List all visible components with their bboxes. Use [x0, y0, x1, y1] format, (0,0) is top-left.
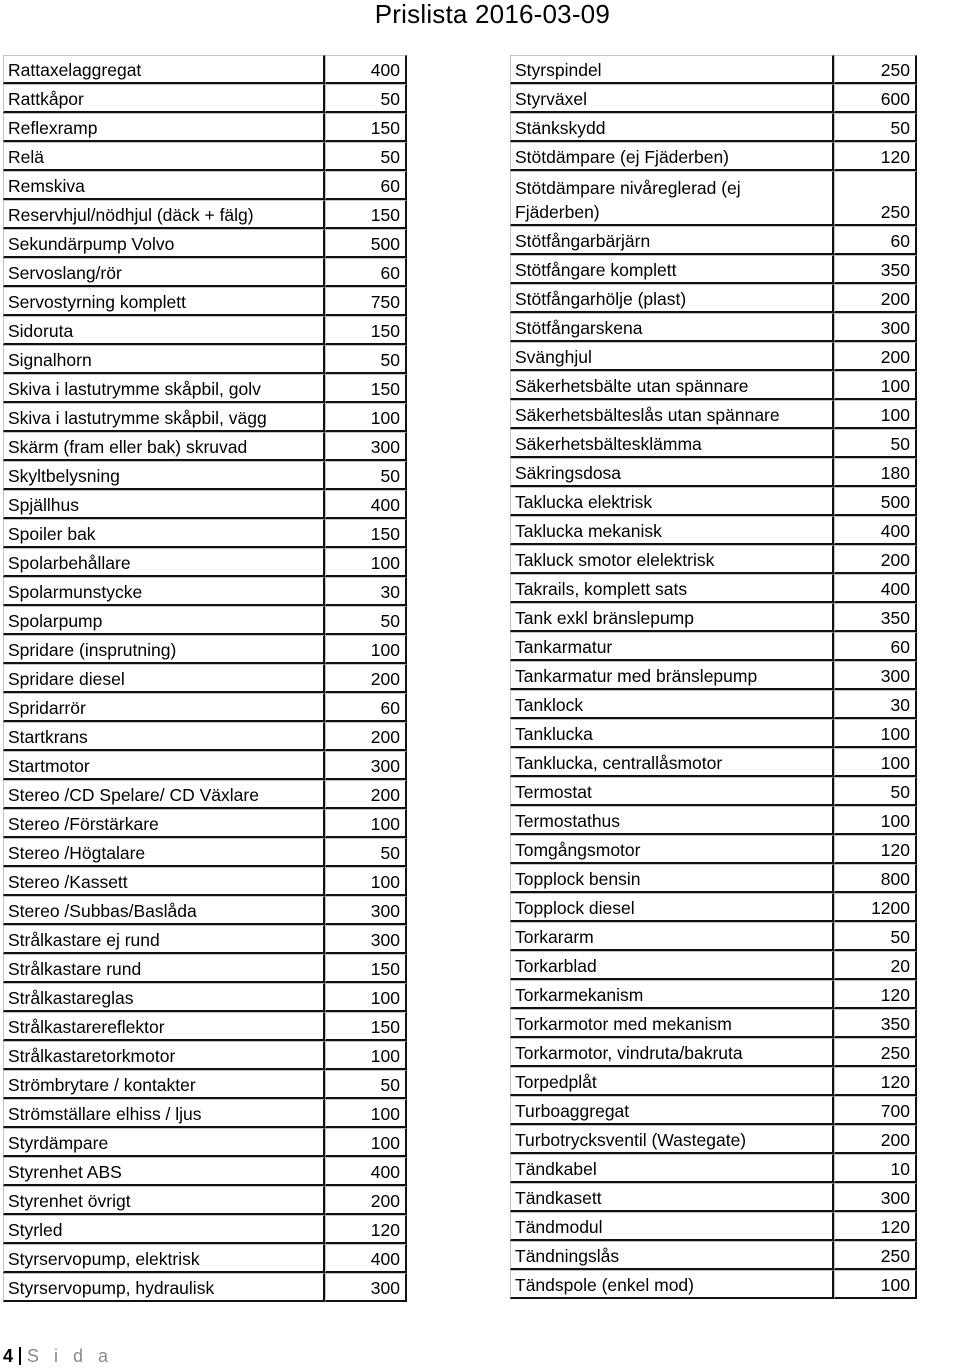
price-row — [510, 951, 917, 980]
price-row — [510, 487, 917, 516]
item-price: 100 — [834, 748, 917, 777]
page-footer — [3, 1346, 113, 1366]
item-name: Stereo /Kassett — [3, 867, 325, 896]
item-name: Stötdämpare (ej Fjäderben) — [510, 142, 834, 171]
price-row — [510, 1096, 917, 1125]
item-price: 100 — [834, 371, 917, 400]
item-price: 400 — [834, 574, 917, 603]
item-price: 200 — [325, 780, 407, 809]
item-price: 50 — [834, 113, 917, 142]
item-price: 50 — [834, 777, 917, 806]
price-row — [510, 55, 917, 84]
price-row — [3, 954, 407, 983]
price-table-left-body — [3, 55, 407, 1302]
item-name: Skiva i lastutrymme skåpbil, golv — [3, 374, 325, 403]
item-name: Tändningslås — [510, 1241, 834, 1270]
item-name: Spolarmunstycke — [3, 577, 325, 606]
item-price: 750 — [325, 287, 407, 316]
price-row — [3, 1012, 407, 1041]
price-row — [510, 113, 917, 142]
price-row — [3, 229, 407, 258]
item-price: 150 — [325, 954, 407, 983]
item-name: Tändkasett — [510, 1183, 834, 1212]
item-name: Skärm (fram eller bak) skruvad — [3, 432, 325, 461]
item-price: 60 — [325, 171, 407, 200]
item-price: 250 — [834, 1241, 917, 1270]
price-row — [510, 342, 917, 371]
item-price: 350 — [834, 1009, 917, 1038]
item-price: 100 — [325, 867, 407, 896]
item-price: 200 — [325, 1186, 407, 1215]
item-price: 200 — [834, 342, 917, 371]
item-name: Stötfångarbärjärn — [510, 226, 834, 255]
item-price: 600 — [834, 84, 917, 113]
item-name: Säkerhetsbältesklämma — [510, 429, 834, 458]
item-price: 300 — [834, 313, 917, 342]
price-row — [3, 200, 407, 229]
price-row — [510, 632, 917, 661]
item-price: 250 — [834, 171, 917, 226]
item-name: Topplock diesel — [510, 893, 834, 922]
footer-divider — [19, 1347, 21, 1365]
price-row — [3, 403, 407, 432]
item-price: 50 — [325, 142, 407, 171]
price-row — [510, 458, 917, 487]
item-price: 100 — [325, 1099, 407, 1128]
price-table-right-body — [510, 55, 917, 1299]
item-price: 100 — [325, 403, 407, 432]
item-name: Spridare (insprutning) — [3, 635, 325, 664]
price-row — [510, 893, 917, 922]
item-name: Topplock bensin — [510, 864, 834, 893]
price-row — [3, 548, 407, 577]
price-row — [510, 1009, 917, 1038]
item-price: 200 — [325, 664, 407, 693]
item-name: Torpedplåt — [510, 1067, 834, 1096]
item-price: 400 — [325, 1244, 407, 1273]
price-row — [3, 461, 407, 490]
item-price: 60 — [834, 226, 917, 255]
page-label: S i d a — [27, 1346, 114, 1366]
item-name: Stereo /Subbas/Baslåda — [3, 896, 325, 925]
item-name: Skyltbelysning — [3, 461, 325, 490]
item-name: Strålkastareglas — [3, 983, 325, 1012]
price-row — [510, 429, 917, 458]
item-name: Spolarpump — [3, 606, 325, 635]
item-price: 60 — [325, 693, 407, 722]
item-price: 150 — [325, 200, 407, 229]
item-name: Styrspindel — [510, 55, 834, 84]
item-price: 50 — [325, 84, 407, 113]
item-price: 350 — [834, 255, 917, 284]
item-name: Styrled — [3, 1215, 325, 1244]
item-name: Servostyrning komplett — [3, 287, 325, 316]
item-name: Styrservopump, hydraulisk — [3, 1273, 325, 1302]
item-price: 100 — [325, 635, 407, 664]
price-row — [510, 1067, 917, 1096]
item-price: 300 — [325, 432, 407, 461]
price-row — [3, 490, 407, 519]
price-row — [3, 316, 407, 345]
price-row — [3, 1070, 407, 1099]
item-name: Startmotor — [3, 751, 325, 780]
price-row — [3, 345, 407, 374]
item-name: Svänghjul — [510, 342, 834, 371]
price-row — [3, 1186, 407, 1215]
item-price: 30 — [834, 690, 917, 719]
item-price: 700 — [834, 1096, 917, 1125]
item-price: 120 — [834, 1067, 917, 1096]
price-table-left — [3, 55, 407, 1302]
item-price: 400 — [325, 1157, 407, 1186]
price-row — [3, 577, 407, 606]
item-name: Servoslang/rör — [3, 258, 325, 287]
item-price: 200 — [325, 722, 407, 751]
item-price: 120 — [834, 1212, 917, 1241]
item-price: 150 — [325, 519, 407, 548]
item-price: 100 — [834, 806, 917, 835]
item-price: 300 — [325, 751, 407, 780]
item-price: 120 — [325, 1215, 407, 1244]
item-name: Turbotrycksventil (Wastegate) — [510, 1125, 834, 1154]
price-row — [510, 284, 917, 313]
price-row — [3, 635, 407, 664]
price-row — [510, 371, 917, 400]
price-row — [3, 983, 407, 1012]
item-name: Stötfångarskena — [510, 313, 834, 342]
price-row — [3, 171, 407, 200]
item-name: Sekundärpump Volvo — [3, 229, 325, 258]
item-name: Säkringsdosa — [510, 458, 834, 487]
item-name: Stötfångarhölje (plast) — [510, 284, 834, 313]
price-row — [510, 719, 917, 748]
price-row — [3, 809, 407, 838]
price-row — [510, 313, 917, 342]
price-row — [510, 777, 917, 806]
item-price: 50 — [325, 461, 407, 490]
item-name: Startkrans — [3, 722, 325, 751]
item-name: Styrenhet övrigt — [3, 1186, 325, 1215]
item-price: 500 — [325, 229, 407, 258]
item-price: 50 — [325, 838, 407, 867]
price-row — [3, 751, 407, 780]
item-name: Reservhjul/nödhjul (däck + fälg) — [3, 200, 325, 229]
price-row — [510, 516, 917, 545]
item-name: Spoiler bak — [3, 519, 325, 548]
item-name: Tändmodul — [510, 1212, 834, 1241]
price-row — [510, 574, 917, 603]
item-name: Stötdämpare nivåreglerad (ej Fjäderben) — [510, 171, 834, 226]
item-name: Taklucka mekanisk — [510, 516, 834, 545]
price-row — [3, 1041, 407, 1070]
price-row — [510, 661, 917, 690]
item-name: Strålkastarereflektor — [3, 1012, 325, 1041]
item-price: 200 — [834, 1125, 917, 1154]
item-price: 100 — [834, 719, 917, 748]
item-price: 350 — [834, 603, 917, 632]
item-price: 100 — [325, 1128, 407, 1157]
item-name: Sidoruta — [3, 316, 325, 345]
item-name: Tank exkl bränslepump — [510, 603, 834, 632]
price-row — [510, 748, 917, 777]
item-price: 300 — [834, 1183, 917, 1212]
item-price: 120 — [834, 835, 917, 864]
item-price: 500 — [834, 487, 917, 516]
price-row — [3, 838, 407, 867]
price-row — [3, 1215, 407, 1244]
item-name: Spridarrör — [3, 693, 325, 722]
item-name: Tankarmatur — [510, 632, 834, 661]
price-row — [3, 519, 407, 548]
item-name: Spolarbehållare — [3, 548, 325, 577]
price-row — [510, 690, 917, 719]
price-row — [510, 142, 917, 171]
item-price: 150 — [325, 1012, 407, 1041]
item-price: 50 — [325, 606, 407, 635]
item-price: 800 — [834, 864, 917, 893]
item-price: 150 — [325, 113, 407, 142]
price-row — [510, 1038, 917, 1067]
item-name: Signalhorn — [3, 345, 325, 374]
item-price: 100 — [834, 1270, 917, 1299]
item-price: 100 — [325, 809, 407, 838]
price-row — [3, 374, 407, 403]
price-row — [3, 1099, 407, 1128]
item-name: Remskiva — [3, 171, 325, 200]
item-name: Säkerhetsbälteslås utan spännare — [510, 400, 834, 429]
price-row — [510, 1212, 917, 1241]
price-row — [3, 1128, 407, 1157]
item-name: Skiva i lastutrymme skåpbil, vägg — [3, 403, 325, 432]
item-price: 400 — [325, 55, 407, 84]
price-row — [3, 693, 407, 722]
item-name: Takrails, komplett sats — [510, 574, 834, 603]
price-row — [510, 980, 917, 1009]
item-price: 100 — [325, 983, 407, 1012]
price-row — [510, 1183, 917, 1212]
price-row — [3, 287, 407, 316]
item-name: Tanklucka — [510, 719, 834, 748]
item-price: 100 — [325, 548, 407, 577]
item-name: Styrenhet ABS — [3, 1157, 325, 1186]
item-price: 50 — [325, 345, 407, 374]
item-price: 400 — [834, 516, 917, 545]
item-price: 250 — [834, 55, 917, 84]
item-name: Spridare diesel — [3, 664, 325, 693]
item-name: Torkarmotor, vindruta/bakruta — [510, 1038, 834, 1067]
item-name: Strömställare elhiss / ljus — [3, 1099, 325, 1128]
item-name: Torkarblad — [510, 951, 834, 980]
item-name: Styrdämpare — [3, 1128, 325, 1157]
price-row — [510, 1270, 917, 1299]
price-row — [3, 867, 407, 896]
item-name: Spjällhus — [3, 490, 325, 519]
item-price: 150 — [325, 374, 407, 403]
price-row — [3, 1157, 407, 1186]
price-row — [510, 226, 917, 255]
price-row — [510, 864, 917, 893]
page-title: Prislista 2016-03-09 — [374, 0, 610, 29]
item-name: Styrservopump, elektrisk — [3, 1244, 325, 1273]
item-price: 10 — [834, 1154, 917, 1183]
price-row — [3, 142, 407, 171]
price-row — [510, 400, 917, 429]
item-price: 180 — [834, 458, 917, 487]
item-price: 50 — [325, 1070, 407, 1099]
item-price: 120 — [834, 980, 917, 1009]
price-row — [3, 84, 407, 113]
item-name: Tomgångsmotor — [510, 835, 834, 864]
item-name: Styrväxel — [510, 84, 834, 113]
item-name: Torkarmekanism — [510, 980, 834, 1009]
item-name: Torkarmotor med mekanism — [510, 1009, 834, 1038]
price-row — [3, 896, 407, 925]
item-name: Stereo /Förstärkare — [3, 809, 325, 838]
item-name: Reflexramp — [3, 113, 325, 142]
item-name: Rattkåpor — [3, 84, 325, 113]
item-name: Takluck smotor elelektrisk — [510, 545, 834, 574]
price-row — [510, 255, 917, 284]
item-price: 150 — [325, 316, 407, 345]
price-row — [510, 1241, 917, 1270]
item-name: Tankarmatur med bränslepump — [510, 661, 834, 690]
price-row — [3, 1273, 407, 1302]
item-name: Tändspole (enkel mod) — [510, 1270, 834, 1299]
item-name: Taklucka elektrisk — [510, 487, 834, 516]
price-row — [3, 606, 407, 635]
item-name: Termostathus — [510, 806, 834, 835]
price-row — [510, 922, 917, 951]
item-name: Strömbrytare / kontakter — [3, 1070, 325, 1099]
item-price: 300 — [325, 925, 407, 954]
item-price: 50 — [834, 429, 917, 458]
price-row — [3, 113, 407, 142]
item-name: Turboaggregat — [510, 1096, 834, 1125]
price-row — [510, 1125, 917, 1154]
price-row — [510, 84, 917, 113]
page-number: 4 — [3, 1346, 14, 1366]
price-row — [510, 545, 917, 574]
item-price: 250 — [834, 1038, 917, 1067]
item-name: Tanklock — [510, 690, 834, 719]
item-price: 50 — [834, 922, 917, 951]
item-name: Stänkskydd — [510, 113, 834, 142]
item-name: Rattaxelaggregat — [3, 55, 325, 84]
item-price: 100 — [834, 400, 917, 429]
item-name: Stereo /CD Spelare/ CD Växlare — [3, 780, 325, 809]
price-row — [510, 835, 917, 864]
item-name: Stötfångare komplett — [510, 255, 834, 284]
item-name: Stereo /Högtalare — [3, 838, 325, 867]
item-price: 120 — [834, 142, 917, 171]
price-row — [510, 806, 917, 835]
price-row — [3, 664, 407, 693]
item-name: Torkararm — [510, 922, 834, 951]
item-price: 200 — [834, 284, 917, 313]
item-name: Strålkastare ej rund — [3, 925, 325, 954]
price-row — [510, 603, 917, 632]
price-row — [510, 1154, 917, 1183]
item-price: 20 — [834, 951, 917, 980]
item-price: 300 — [325, 896, 407, 925]
item-name: Tanklucka, centrallåsmotor — [510, 748, 834, 777]
item-name: Säkerhetsbälte utan spännare — [510, 371, 834, 400]
price-row — [3, 780, 407, 809]
item-name: Tändkabel — [510, 1154, 834, 1183]
price-row — [3, 722, 407, 751]
price-row — [3, 1244, 407, 1273]
item-price: 60 — [834, 632, 917, 661]
item-price: 200 — [834, 545, 917, 574]
item-price: 300 — [834, 661, 917, 690]
item-price: 60 — [325, 258, 407, 287]
price-row — [3, 258, 407, 287]
item-name: Relä — [3, 142, 325, 171]
item-name: Termostat — [510, 777, 834, 806]
price-row — [3, 55, 407, 84]
item-name: Strålkastare rund — [3, 954, 325, 983]
item-price: 400 — [325, 490, 407, 519]
item-price: 100 — [325, 1041, 407, 1070]
price-row — [3, 925, 407, 954]
item-price: 30 — [325, 577, 407, 606]
price-table-right — [510, 55, 917, 1299]
price-row — [510, 171, 917, 226]
price-row — [3, 432, 407, 461]
item-price: 300 — [325, 1273, 407, 1302]
item-price: 1200 — [834, 893, 917, 922]
item-name: Strålkastaretorkmotor — [3, 1041, 325, 1070]
